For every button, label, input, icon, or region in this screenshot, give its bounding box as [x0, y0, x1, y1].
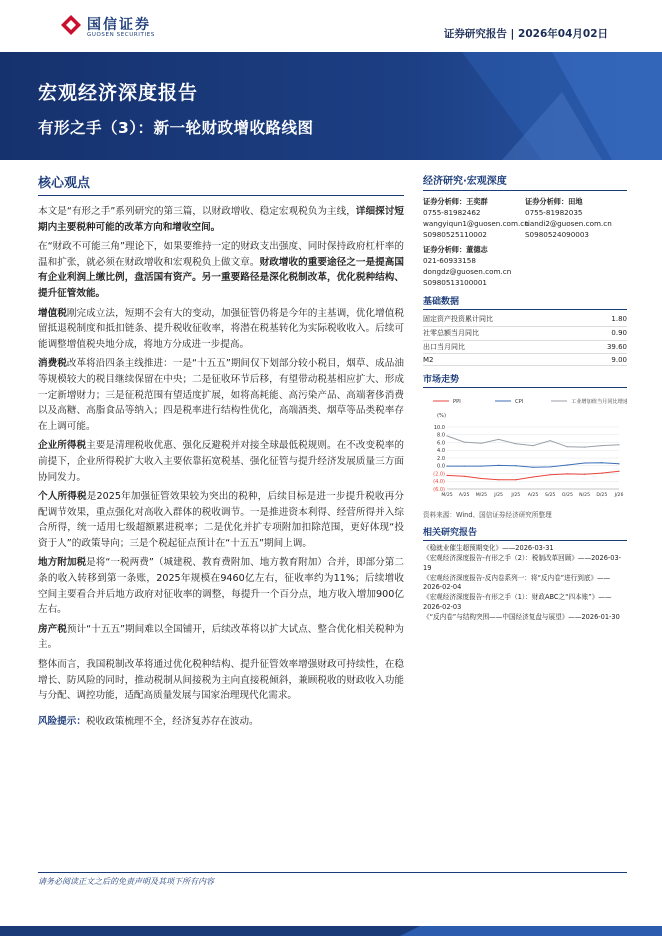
- data-point: [446, 435, 447, 436]
- data-point: [498, 479, 499, 480]
- analyst-name: 董德志: [466, 245, 488, 254]
- analyst-cert: S0980513100001: [423, 278, 488, 287]
- analysts-block: [423, 196, 627, 288]
- data-point: [567, 446, 568, 447]
- core-view-paragraph: [38, 622, 404, 653]
- y-tick-label: (2.0): [433, 471, 445, 478]
- related-report-link[interactable]: 《“反内卷”与结构突围——中国经济复盘与展望》——2026-01-30: [423, 612, 620, 621]
- data-point: [618, 463, 619, 464]
- paragraph-text: 在“财政不可能三角”理论下，如果要维持一定的财政支出强度、同时保持政府杠杆率的温和扩张，就必须在财政增收和宏观税负上做文章。: [38, 241, 404, 268]
- data-point: [567, 473, 568, 474]
- analyst-cert: S0980524090003: [525, 230, 590, 239]
- core-view-paragraph: [38, 657, 404, 704]
- sidebar: [423, 172, 627, 623]
- footer-bar: [0, 926, 662, 936]
- data-point: [532, 445, 533, 446]
- data-point: [515, 479, 516, 480]
- paragraph-emphasis: 财政增收的重要途径之一是提高国有企业利润上缴比例，盘活国有资产。另一重要路径是深化税制改革，优化税种结构、提升征管效能。: [38, 256, 405, 299]
- paragraph-text: 本文是“有形之手”系列研究的第三篇，以财政增收、稳定宏观税负为主线，: [38, 206, 356, 217]
- paragraph-text: 整体而言，我国税制改革将通过优化税种结构、提升征管效率增强财政可持续性，在稳增长、防风险的同时，推动税制从间接税为主向直接税倾斜，兼顾税收的财政收入功能与分配、调控功能，适配高质量发展与国家治理现代化需求。: [38, 659, 404, 702]
- data-point: [532, 467, 533, 468]
- data-point: [584, 474, 585, 475]
- analyst-3: [423, 244, 627, 288]
- data-point: [550, 440, 551, 441]
- data-point: [498, 465, 499, 466]
- data-point: [550, 474, 551, 475]
- data-point: [498, 439, 499, 440]
- basic-value: 0.90: [582, 326, 627, 340]
- market-trend-chart: [423, 391, 627, 503]
- footer-divider: [38, 872, 627, 873]
- logo-name-cn: 国信证券: [87, 17, 151, 33]
- chart-source: 资料来源：Wind、国信证券经济研究所整理: [423, 511, 552, 520]
- basic-label: 出口当月同比: [423, 340, 582, 354]
- basic-value: 9.00: [582, 354, 627, 366]
- report-subtitle: 有形之手（3）：新一轮财政增收路线图: [38, 119, 314, 137]
- sidebar-category: 经济研究·宏观深度: [423, 172, 627, 191]
- data-point: [515, 465, 516, 466]
- core-views-body: [38, 204, 404, 704]
- guosen-logo-icon: [60, 14, 82, 36]
- y-tick-label: 2.0: [437, 455, 445, 462]
- banner-decoration: [402, 52, 662, 160]
- related-report-link[interactable]: 《宏观经济深度报告-有形之手（1）：财政ABC之“四本账”》——2026-02-03: [423, 593, 612, 611]
- data-point: [464, 442, 465, 443]
- paragraph-text: 是将“一税两费”（城建税、教育费附加、地方教育附加）合并，即部分第二条的收入转移到第一条账，2025年规模在9460亿左右，征收率约为11%；后续增收空间主要看合并后地方政府对征收率的调整，每提升一个百分点，地方收入增加900亿左右。: [38, 557, 405, 616]
- analyst-email[interactable]: tiandi2@guosen.com.cn: [525, 219, 612, 228]
- legend-label: 工业增加值当月同比增速: [571, 399, 627, 406]
- data-point: [464, 476, 465, 477]
- x-tick-label: J/25: [511, 493, 521, 499]
- x-tick-label: M/25: [475, 493, 488, 499]
- y-tick-label: (4.0): [433, 479, 445, 486]
- data-point: [550, 466, 551, 467]
- x-tick-label: A/25: [527, 493, 539, 499]
- analyst-email[interactable]: wangyiqun1@guosen.com.cn: [423, 219, 529, 228]
- paragraph-lead: 增值税: [38, 307, 67, 319]
- page-header: [0, 0, 662, 50]
- basic-label: M2: [423, 354, 582, 366]
- analyst-role: 证券分析师：: [525, 197, 569, 206]
- core-view-paragraph: [38, 204, 404, 235]
- analyst-2: [525, 196, 627, 240]
- y-axis-label: (%): [437, 413, 446, 420]
- core-views-title: 核心观点: [38, 172, 404, 196]
- data-point: [601, 462, 602, 463]
- related-reports-title: 相关研究报告: [423, 525, 627, 541]
- x-tick-label: D/25: [596, 493, 608, 499]
- basic-value: 1.80: [582, 313, 627, 326]
- paragraph-lead: 消费税: [38, 358, 67, 370]
- data-point: [446, 475, 447, 476]
- analyst-phone: 0755-81982035: [525, 208, 583, 217]
- paragraph-emphasis: 详细探讨短期内主要税种可能的改革方向和增收空间。: [38, 206, 404, 233]
- data-point: [584, 447, 585, 448]
- x-tick-label: N/25: [579, 493, 591, 499]
- x-tick-label: O/25: [561, 493, 573, 499]
- basic-data-table: [423, 313, 627, 366]
- table-row: [423, 340, 627, 354]
- analyst-email[interactable]: dongdz@guosen.com.cn: [423, 267, 512, 276]
- x-tick-label: J/25: [494, 493, 503, 499]
- y-tick-label: 10.0: [433, 424, 445, 431]
- analyst-1: [423, 196, 529, 240]
- basic-data-title: 基础数据: [423, 294, 627, 310]
- data-point: [601, 473, 602, 474]
- data-point: [618, 471, 619, 472]
- paragraph-text: 预计“十五五”期间难以全国铺开，后续改革将以扩大试点、整合优化相关税种为主。: [38, 623, 404, 651]
- core-view-paragraph: [38, 438, 404, 485]
- guosen-logo: [60, 14, 155, 42]
- legend-label: PPI: [453, 399, 461, 406]
- table-row: [423, 326, 627, 340]
- risk-label: 风险提示：: [38, 715, 86, 727]
- analyst-cert: S0980525110002: [423, 230, 488, 239]
- risk-warning: [38, 714, 404, 729]
- basic-value: 39.60: [582, 340, 627, 354]
- data-point: [618, 444, 619, 445]
- market-trend-title: 市场走势: [423, 372, 627, 388]
- core-view-paragraph: [38, 555, 404, 617]
- legend-label: CPI: [515, 399, 524, 406]
- analyst-phone: 021-60933158: [423, 256, 476, 265]
- paragraph-text: 刚完成立法，短期不会有大的变动，加强征管仍将是今年的主基调，优化增值税留抵退税制度和抵扣链条、提升税收征收率，将潜在税基转化为实际税收收入。后续可能调整增值税央地分成，将地方分成进一步提高。: [38, 307, 405, 350]
- paragraph-lead: 个人所得税: [38, 491, 87, 503]
- y-tick-label: 6.0: [437, 440, 445, 447]
- paragraph-lead: 地方附加税: [38, 557, 87, 569]
- x-tick-label: A/25: [458, 493, 470, 499]
- x-tick-label: J/26: [614, 493, 624, 499]
- analyst-role: 证券分析师：: [423, 197, 467, 206]
- series-line-2: [447, 463, 619, 468]
- data-point: [446, 466, 447, 467]
- related-reports-list: [423, 544, 627, 622]
- related-report-link[interactable]: 《宏观经济深度报告-有形之手（2）：税制改革回顾》——2026-03-19: [423, 553, 622, 572]
- series-line-1: [447, 471, 619, 480]
- logo-name-en: GUOSEN SECURITIES: [87, 32, 155, 38]
- report-type-date: 证券研究报告 | 2026年04月02日: [443, 28, 608, 40]
- title-banner: [0, 52, 662, 160]
- core-view-paragraph: [38, 239, 404, 301]
- y-tick-label: 0.0: [437, 463, 445, 470]
- related-report-link[interactable]: 《宏观经济深度报告-反内卷系列一：将“反内卷”进行到底》——2026-02-04: [423, 573, 611, 592]
- footer-disclaimer: 请务必阅读正文之后的免责声明及其项下所有内容: [38, 877, 214, 886]
- core-views-section: [38, 172, 404, 729]
- data-point: [481, 478, 482, 479]
- paragraph-lead: 房产税: [38, 623, 67, 635]
- data-point: [567, 465, 568, 466]
- data-point: [515, 443, 516, 444]
- core-view-paragraph: [38, 356, 404, 434]
- paragraph-text: 改革将沿四条主线推进：一是“十五五”期间仅下划部分较小税目，烟草、成品油等规模较大的税目继续保留在中央；二是征收环节后移，有望带动税基相应扩大、形成一定新增财力；三是征税范围有望适度扩展，如将高耗能、高污染产品、高端奢侈消费以及高糖、高脂食品等纳入；四是税率进行结构性优化，高端酒类、烟草等品类税率存在上调可能。: [38, 358, 404, 432]
- analyst-phone: 0755-81982462: [423, 208, 481, 217]
- x-tick-label: S/25: [545, 493, 556, 499]
- x-tick-label: M/25: [441, 493, 453, 499]
- core-view-paragraph: [38, 489, 404, 551]
- y-tick-label: 8.0: [437, 432, 445, 439]
- related-report-link[interactable]: 《稳就业催生超预期变化》——2026-03-31: [423, 544, 554, 553]
- table-row: [423, 313, 627, 326]
- analyst-name: 王奕群: [466, 197, 488, 206]
- data-point: [532, 477, 533, 478]
- y-tick-label: (6.0): [433, 486, 445, 493]
- paragraph-text: 是2025年加强征管效果较为突出的税种，后续目标是进一步提升税收再分配调节效果，重点强化对高收入群体的税收调节。一是推进资本利得、经营所得并入综合所得，统一适用七级超额累进税率；二是优化并扩专项附加扣除范围，更好体现“投资于人”的政策导向；三是个税起征点预计在“十五五”期间上调。: [38, 491, 404, 549]
- analyst-role: 证券分析师：: [423, 245, 467, 254]
- table-row: [423, 354, 627, 366]
- report-title: 宏观经济深度报告: [38, 82, 199, 104]
- data-point: [481, 443, 482, 444]
- data-point: [601, 445, 602, 446]
- core-view-paragraph: [38, 306, 404, 353]
- data-point: [481, 466, 482, 467]
- paragraph-lead: 企业所得税: [38, 440, 87, 452]
- risk-text: 税收政策梳理不全，经济复苏存在波动。: [85, 715, 259, 727]
- paragraph-text: 主要是清理税收优惠、强化反避税并对接全球最低税规则。在不改变税率的前提下，企业所得税扩大收入主要依靠拓宽税基、强化征管与提升经济发展质量三方面协同发力。: [38, 440, 405, 483]
- data-point: [584, 463, 585, 464]
- basic-label: 固定资产投资累计同比: [423, 313, 582, 326]
- y-tick-label: 4.0: [437, 448, 445, 455]
- basic-label: 社零总额当月同比: [423, 326, 582, 340]
- data-point: [464, 466, 465, 467]
- analyst-name: 田地: [568, 197, 583, 206]
- analyst-row-1: [423, 196, 627, 240]
